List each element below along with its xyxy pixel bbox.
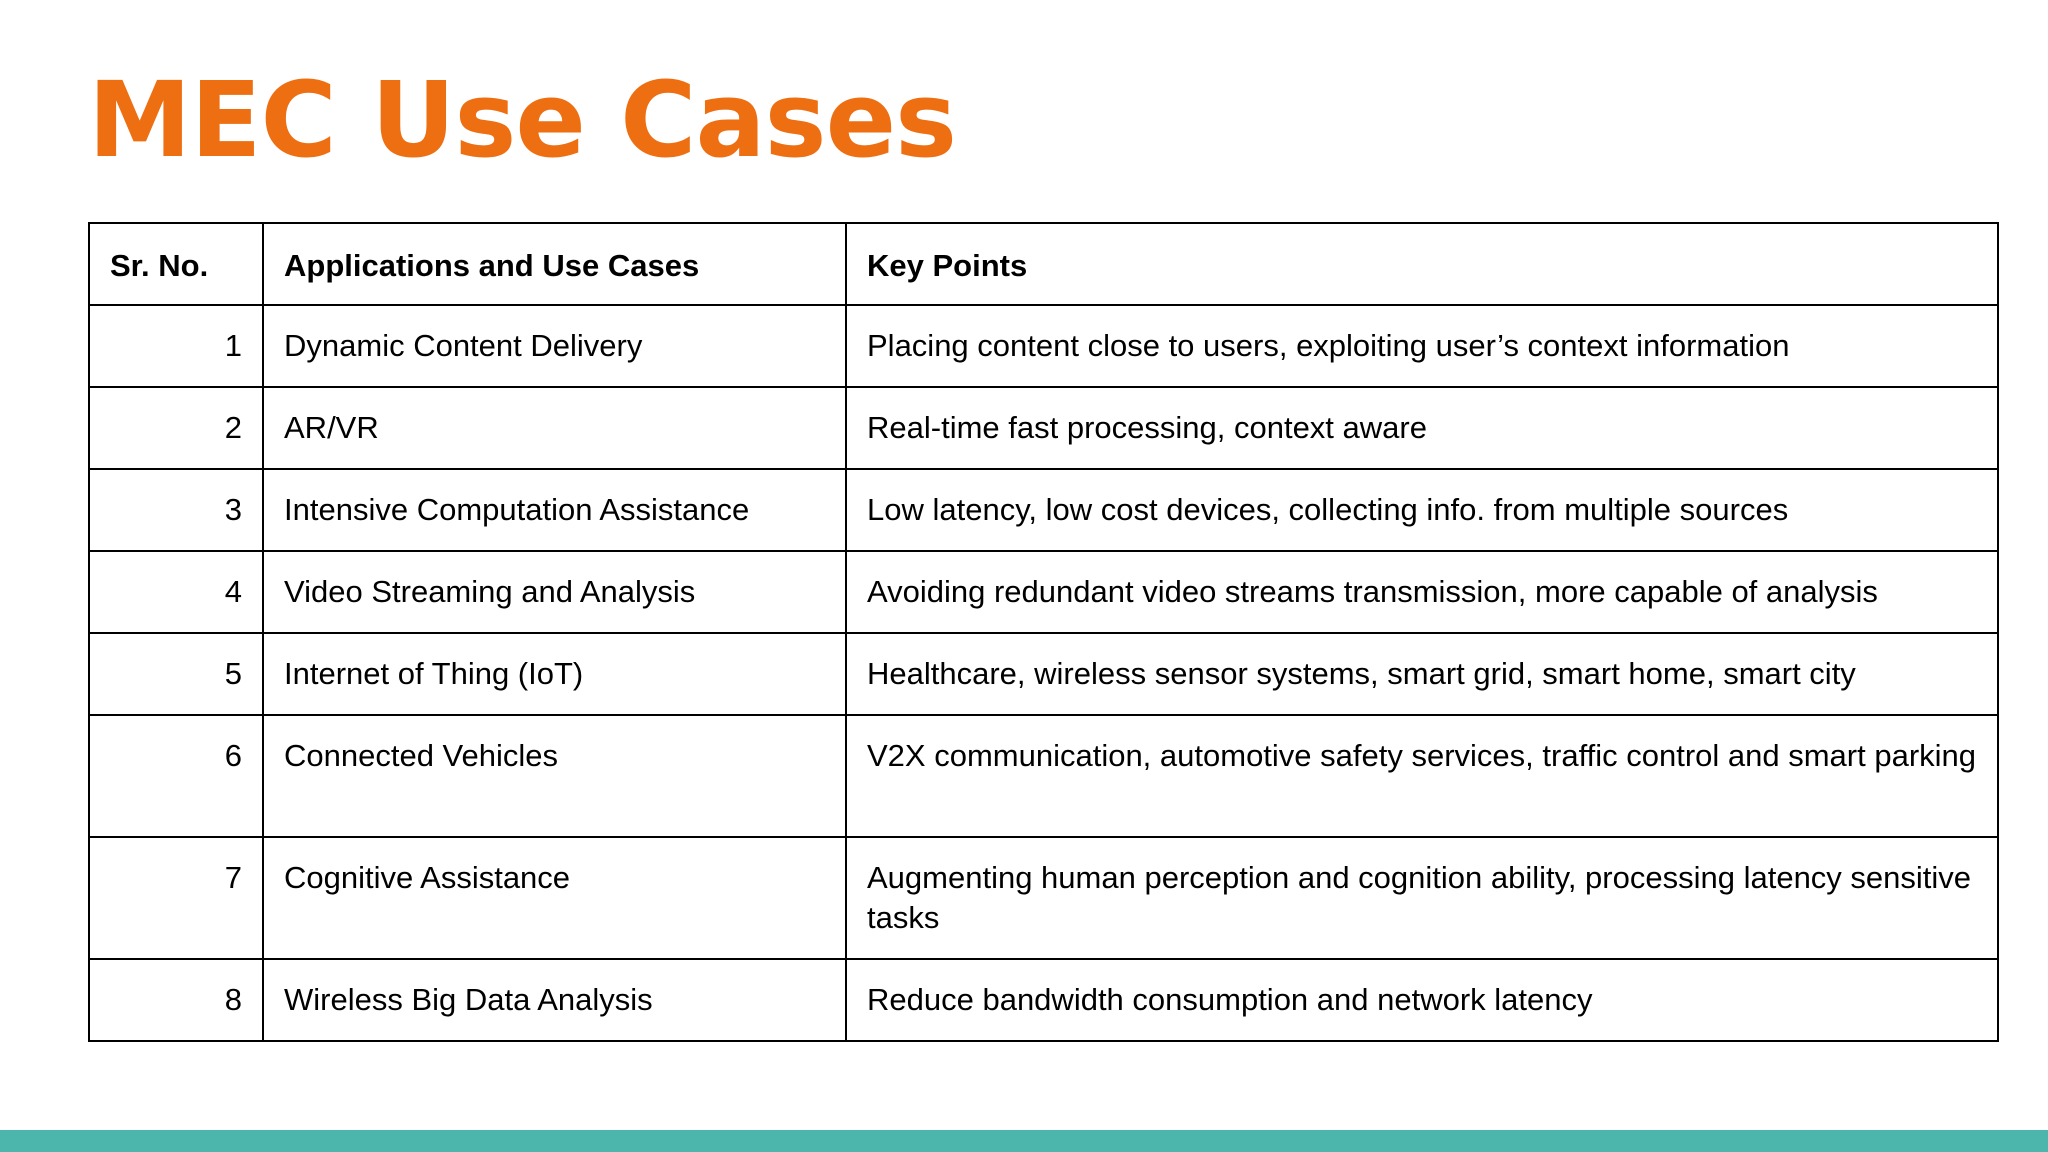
row-application: Internet of Thing (IoT) bbox=[263, 633, 846, 715]
table-row bbox=[89, 633, 1998, 715]
row-number: 3 bbox=[89, 469, 263, 551]
row-number: 7 bbox=[89, 837, 263, 959]
table-row bbox=[89, 837, 1998, 959]
row-application: Intensive Computation Assistance bbox=[263, 469, 846, 551]
row-number: 4 bbox=[89, 551, 263, 633]
row-key-points: Augmenting human perception and cognition ability, processing latency sensitive tasks bbox=[846, 837, 1998, 959]
row-key-points: Healthcare, wireless sensor systems, smart grid, smart home, smart city bbox=[846, 633, 1998, 715]
row-number: 5 bbox=[89, 633, 263, 715]
row-key-points: Real-time fast processing, context aware bbox=[846, 387, 1998, 469]
footer-accent-bar bbox=[0, 1130, 2048, 1152]
table-row bbox=[89, 551, 1998, 633]
row-application: Connected Vehicles bbox=[263, 715, 846, 837]
header-key-points: Key Points bbox=[846, 223, 1998, 305]
table-row bbox=[89, 387, 1998, 469]
table-header-row bbox=[89, 223, 1998, 305]
row-number: 6 bbox=[89, 715, 263, 837]
table-row bbox=[89, 959, 1998, 1041]
header-applications: Applications and Use Cases bbox=[263, 223, 846, 305]
row-application: Cognitive Assistance bbox=[263, 837, 846, 959]
row-application: AR/VR bbox=[263, 387, 846, 469]
row-number: 1 bbox=[89, 305, 263, 387]
table-row bbox=[89, 469, 1998, 551]
row-application: Video Streaming and Analysis bbox=[263, 551, 846, 633]
row-key-points: V2X communication, automotive safety services, traffic control and smart parking bbox=[846, 715, 1998, 837]
row-application: Wireless Big Data Analysis bbox=[263, 959, 846, 1041]
table-row bbox=[89, 305, 1998, 387]
table-row bbox=[89, 715, 1998, 837]
row-key-points: Placing content close to users, exploiting user’s context information bbox=[846, 305, 1998, 387]
row-key-points: Avoiding redundant video streams transmission, more capable of analysis bbox=[846, 551, 1998, 633]
row-number: 8 bbox=[89, 959, 263, 1041]
row-key-points: Low latency, low cost devices, collecting info. from multiple sources bbox=[846, 469, 1998, 551]
row-application: Dynamic Content Delivery bbox=[263, 305, 846, 387]
header-sr-no: Sr. No. bbox=[89, 223, 263, 305]
use-cases-table bbox=[88, 222, 1999, 1042]
row-number: 2 bbox=[89, 387, 263, 469]
use-cases-table-container bbox=[88, 222, 1997, 1042]
slide-title: MEC Use Cases bbox=[88, 59, 957, 181]
row-key-points: Reduce bandwidth consumption and network latency bbox=[846, 959, 1998, 1041]
